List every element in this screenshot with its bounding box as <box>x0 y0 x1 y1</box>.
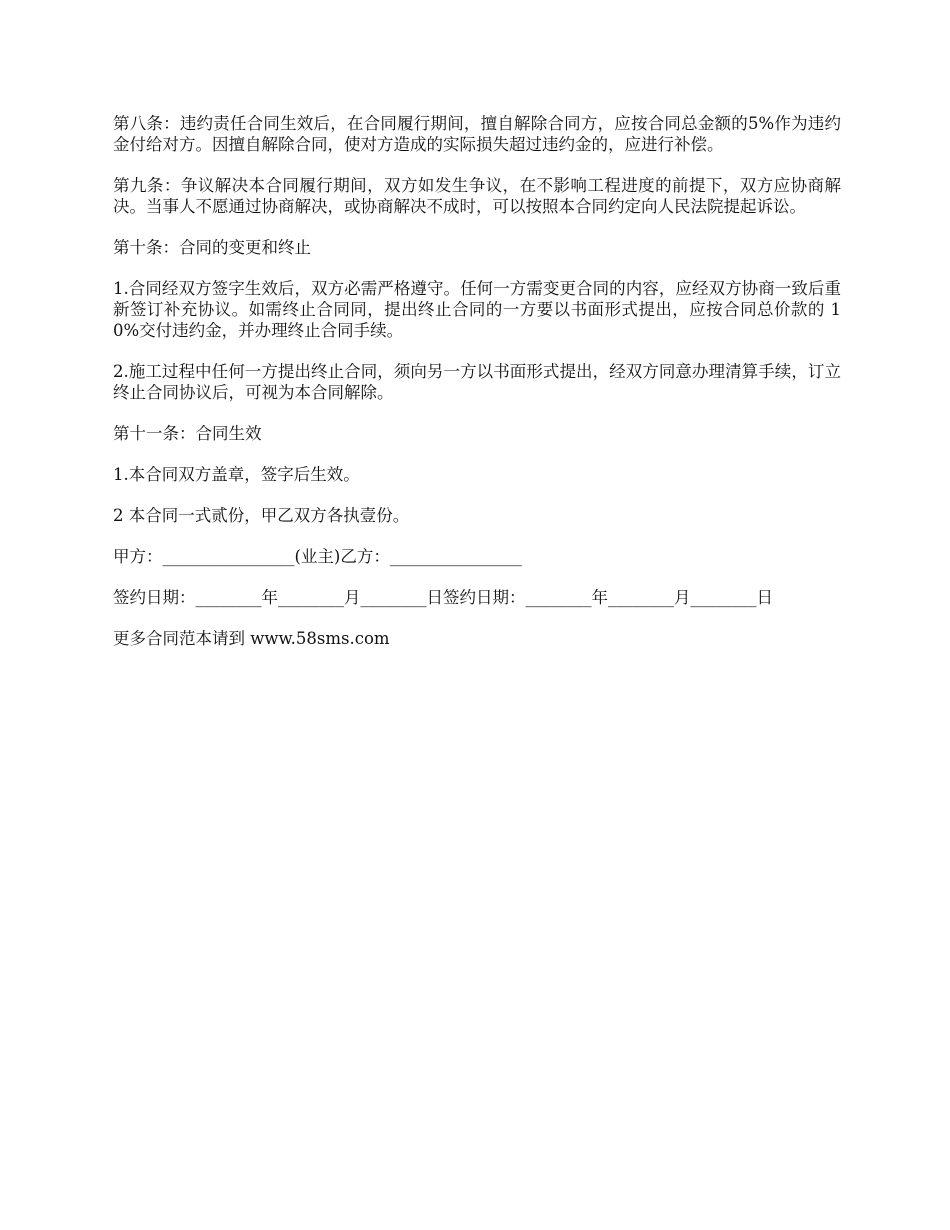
party-signature-line: 甲方：________________(业主)乙方：________________ <box>113 547 522 566</box>
clause-10-heading: 第十条：合同的变更和终止 <box>113 238 311 257</box>
clause-8-liability: 第八条：违约责任合同生效后，在合同履行期间，擅自解除合同方，应按合同总金额的5%作为违约金付给对方。因擅自解除合同，使对方造成的实际损失超过违约金的，应进行补偿。 <box>113 114 841 154</box>
clause-9-dispute: 第九条：争议解决本合同履行期间，双方如发生争议，在不影响工程进度的前提下，双方应协商解决。当事人不愿通过协商解决，或协商解决不成时，可以按照本合同约定向人民法院提起诉讼。 <box>113 176 841 216</box>
document-body <box>113 113 841 669</box>
clause-11-item-2: 2 本合同一式贰份，甲乙双方各执壹份。 <box>113 506 410 525</box>
footer-website-note: 更多合同范本请到 www.58sms.com <box>113 629 390 648</box>
clause-11-item-1: 1.本合同双方盖章，签字后生效。 <box>113 465 360 484</box>
clause-10-item-2: 2.施工过程中任何一方提出终止合同，须向另一方以书面形式提出，经双方同意办理清算手续，订立终止合同协议后，可视为本合同解除。 <box>113 362 841 402</box>
clause-11-heading: 第十一条：合同生效 <box>113 424 262 443</box>
clause-10-item-1: 1.合同经双方签字生效后，双方必需严格遵守。任何一方需变更合同的内容，应经双方协商一致后重新签订补充协议。如需终止合同同，提出终止合同的一方要以书面形式提出，应按合同总价款的 10%交付违约金，并办理终止合同手续。 <box>113 279 841 340</box>
signing-date-line: 签约日期：________年________月________日签约日期：________年________月________日 <box>113 588 773 607</box>
